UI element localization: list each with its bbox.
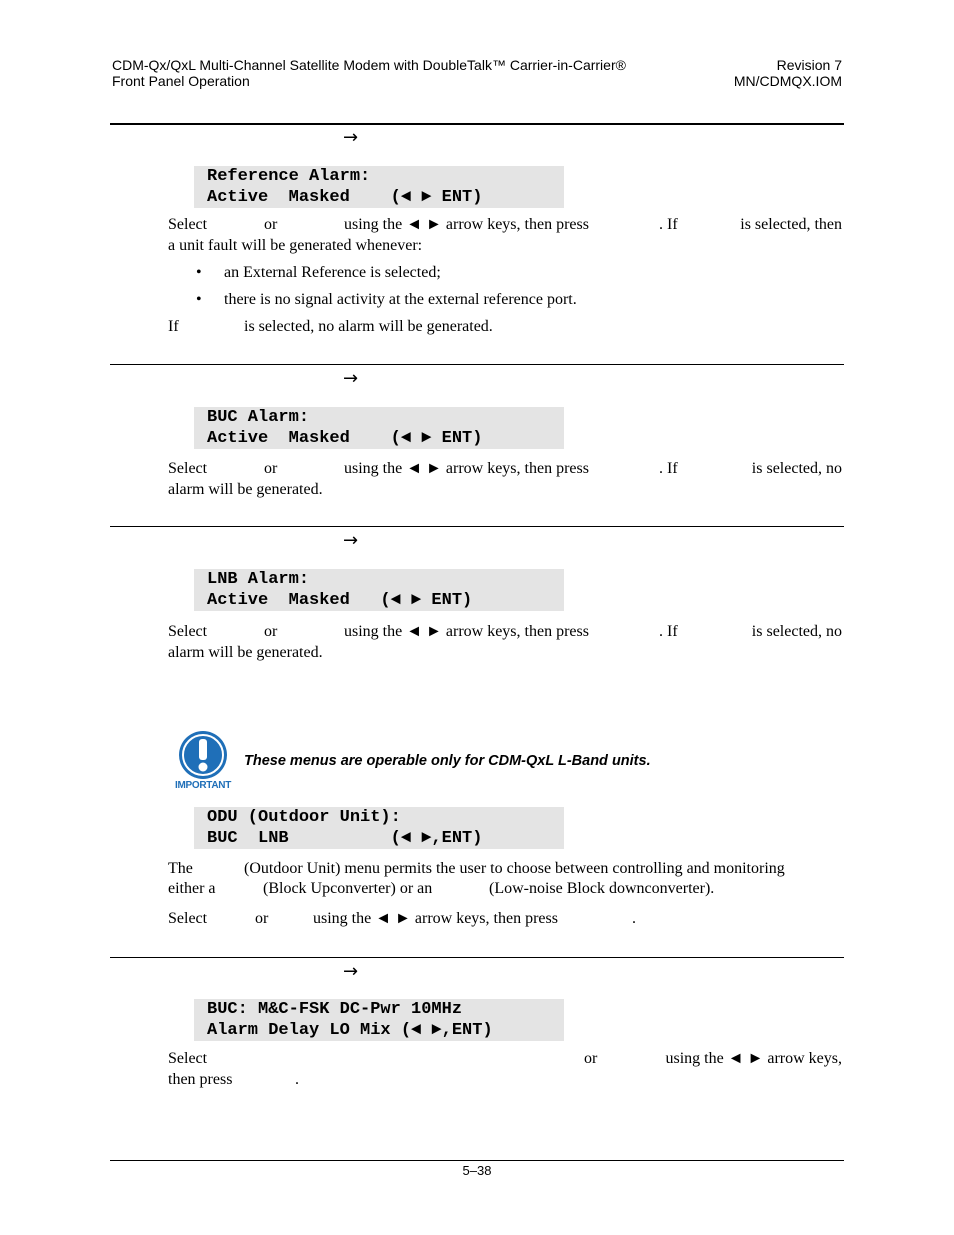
lcd-display-lnb-alarm (194, 569, 564, 611)
lcd-line-1: LNB Alarm: (207, 570, 310, 589)
section-divider (110, 364, 844, 365)
body-text: alarm will be generated. (168, 644, 323, 661)
body-text: (Block Upconverter) or an (263, 880, 433, 897)
right-arrow-icon: → (343, 127, 359, 148)
body-text: is selected, no (751, 623, 842, 640)
body-text: or (255, 910, 269, 927)
body-text: Select (168, 1050, 208, 1067)
body-text: The (168, 860, 193, 877)
header-title-line1: CDM-Qx/QxL Multi-Channel Satellite Modem with DoubleTalk™ Carrier-in-Carrier® (112, 57, 626, 73)
body-text: using the ◄ ► arrow keys, then press (344, 216, 589, 233)
bullet-item: there is no signal activity at the external reference port. (224, 291, 577, 308)
section-divider (110, 526, 844, 527)
body-text: a unit fault will be generated whenever: (168, 237, 423, 254)
lcd-display-odu (194, 807, 564, 849)
lcd-line-2: BUC LNB (◄ ►,ENT) (207, 829, 483, 848)
body-text: alarm will be generated. (168, 481, 323, 498)
lcd-line-1: BUC Alarm: (207, 408, 310, 427)
body-text: . If (659, 216, 678, 233)
right-arrow-icon: → (343, 530, 359, 551)
section-divider (110, 957, 844, 958)
body-text: using the ◄ ► arrow keys, then press (344, 623, 589, 640)
body-text: (Outdoor Unit) menu permits the user to choose between controlling and monitoring (244, 860, 785, 877)
lcd-line-1: BUC: M&C-FSK DC-Pwr 10MHz (207, 1000, 463, 1019)
header-doc-id: MN/CDMQX.IOM (733, 73, 842, 89)
body-text: If (168, 318, 179, 335)
body-text: or (264, 216, 278, 233)
bullet-dot: • (196, 291, 202, 308)
body-text: using the ◄ ► arrow keys, then press (344, 460, 589, 477)
body-text: or (584, 1050, 598, 1067)
body-text: either a (168, 880, 216, 897)
lcd-line-1: Reference Alarm: (207, 167, 371, 186)
body-text: is selected, no (751, 460, 842, 477)
body-text: using the ◄ ► arrow keys, (665, 1050, 842, 1067)
body-text: . If (659, 623, 678, 640)
lcd-line-2: Active Masked (◄ ► ENT) (207, 591, 473, 610)
body-text: using the ◄ ► arrow keys, then press (313, 910, 558, 927)
body-text: or (264, 460, 278, 477)
body-text: Select (168, 216, 208, 233)
body-text: Select (168, 460, 208, 477)
lcd-line-2: Active Masked (◄ ► ENT) (207, 429, 483, 448)
footer-divider (110, 1160, 844, 1161)
body-text: . (295, 1071, 299, 1088)
lcd-display-buc-menu (194, 999, 564, 1041)
right-arrow-icon: → (343, 961, 359, 982)
body-text: (Low-noise Block downconverter). (489, 880, 715, 897)
important-label: IMPORTANT (175, 780, 231, 791)
header-title-line2: Front Panel Operation (112, 73, 250, 89)
body-text: . If (659, 460, 678, 477)
body-text: or (264, 623, 278, 640)
body-text: is selected, no alarm will be generated. (244, 318, 493, 335)
important-note-text: These menus are operable only for CDM-QxL L-Band units. (244, 753, 651, 769)
right-arrow-icon: → (343, 368, 359, 389)
body-text: then press (168, 1071, 233, 1088)
lcd-line-1: ODU (Outdoor Unit): (207, 808, 401, 827)
lcd-line-2: Alarm Delay LO Mix (◄ ►,ENT) (207, 1021, 493, 1040)
page-number: 5–38 (462, 1163, 492, 1178)
important-notice (172, 730, 234, 792)
body-text: is selected, then (740, 216, 842, 233)
body-text: . (632, 910, 636, 927)
bullet-dot: • (196, 264, 202, 281)
body-text: Select (168, 623, 208, 640)
lcd-display-buc-alarm (194, 407, 564, 449)
lcd-display-reference-alarm (194, 166, 564, 208)
bullet-item: an External Reference is selected; (224, 264, 441, 281)
header-revision: Revision 7 (776, 57, 842, 73)
lcd-line-2: Active Masked (◄ ► ENT) (207, 188, 483, 207)
body-text: Select (168, 910, 208, 927)
section-divider (110, 123, 844, 125)
